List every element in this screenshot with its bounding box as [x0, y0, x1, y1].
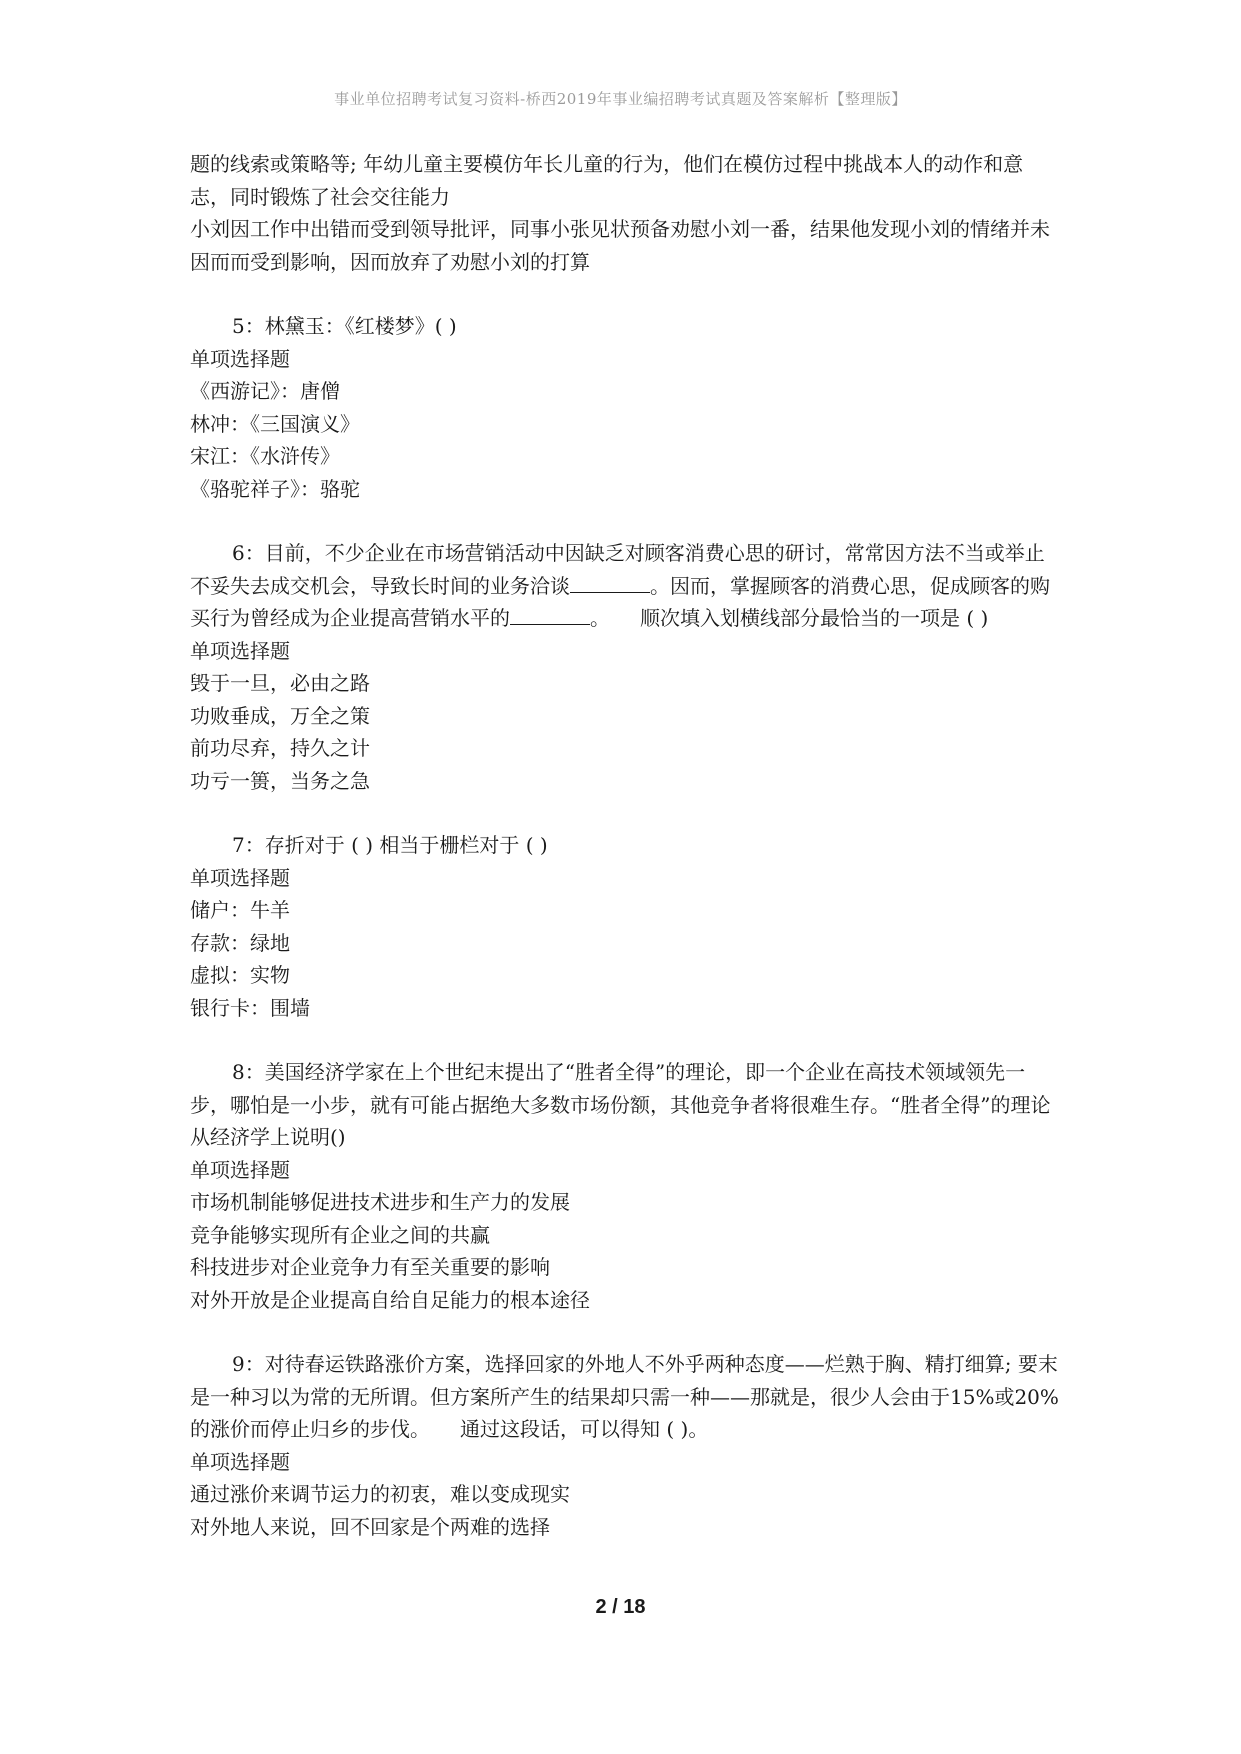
question-type: 单项选择题	[190, 638, 290, 663]
option-b: 竞争能够实现所有企业之间的共赢	[190, 1222, 490, 1247]
question-type: 单项选择题	[190, 865, 290, 890]
fill-blank-2	[510, 604, 590, 625]
document-body	[190, 148, 1060, 1575]
question-title-part-3: 。 顺次填入划横线部分最恰当的一项是 ( )	[590, 606, 989, 630]
option-b: 林冲：《三国演义》	[190, 411, 360, 436]
intro-block	[190, 148, 1060, 278]
question-title-part-2: 。因而，掌握顾客的消费心思，促成顾客的购买行为曾经成为企业提高营销水平的	[190, 573, 1050, 630]
page-header: 事业单位招聘考试复习资料-桥西2019年事业编招聘考试真题及答案解析【整理版】	[334, 90, 907, 108]
option-a: 毁于一旦，必由之路	[190, 671, 370, 695]
question-6	[190, 537, 1060, 797]
question-title: 8：美国经济学家在上个世纪末提出了“胜者全得”的理论，即一个企业在高技术领域领先一步，哪怕是一小步，就有可能占据绝大多数市场份额，其他竞争者将很难生存。“胜者全得”的理论从经济学上说明()	[190, 1060, 1051, 1149]
question-5	[190, 310, 1060, 505]
option-b: 对外地人来说，回不回家是个两难的选择	[190, 1514, 550, 1539]
option-c: 宋江：《水浒传》	[190, 444, 340, 468]
option-d: 功亏一篑，当务之急	[190, 768, 370, 793]
option-a: 市场机制能够促进技术进步和生产力的发展	[190, 1190, 570, 1214]
question-7	[190, 829, 1060, 1024]
intro-paragraph-2: 小刘因工作中出错而受到领导批评，同事小张见状预备劝慰小刘一番，结果他发现小刘的情绪并未因而而受到影响，因而放弃了劝慰小刘的打算	[190, 217, 1050, 274]
question-title	[190, 537, 1060, 635]
question-title: 7：存折对于 ( ) 相当于栅栏对于 ( )	[232, 833, 548, 857]
question-type: 单项选择题	[190, 1449, 290, 1474]
fill-blank-1	[570, 572, 650, 593]
question-title: 5：林黛玉：《红楼梦》( )	[232, 314, 457, 338]
question-title: 9：对待春运铁路涨价方案，选择回家的外地人不外乎两种态度——烂熟于胸、精打细算; 要末是一种习以为常的无所谓。但方案所产生的结果却只需一种——那就是，很少人会由于15%或20%的涨价而停止归乡的步伐。 通过这段话，可以得知 ( )。	[190, 1352, 1059, 1441]
question-type: 单项选择题	[190, 1157, 290, 1182]
option-a: 《西游记》：唐僧	[190, 379, 340, 403]
option-a: 通过涨价来调节运力的初衷，难以变成现实	[190, 1482, 570, 1506]
option-c: 前功尽弃，持久之计	[190, 736, 370, 760]
question-9	[190, 1348, 1060, 1543]
page-number: 2 / 18	[595, 1596, 646, 1618]
option-d: 《骆驼祥子》：骆驼	[190, 476, 360, 501]
option-d: 银行卡：围墙	[190, 995, 310, 1020]
intro-paragraph-1: 题的线索或策略等; 年幼儿童主要模仿年长儿童的行为，他们在模仿过程中挑战本人的动作和意志，同时锻炼了社会交往能力	[190, 152, 1024, 209]
option-b: 存款：绿地	[190, 930, 290, 955]
option-a: 储户：牛羊	[190, 898, 290, 922]
option-d: 对外开放是企业提高自给自足能力的根本途径	[190, 1287, 590, 1312]
question-type: 单项选择题	[190, 346, 290, 371]
question-8	[190, 1056, 1060, 1316]
option-c: 虚拟：实物	[190, 963, 290, 987]
option-b: 功败垂成，万全之策	[190, 703, 370, 728]
option-c: 科技进步对企业竞争力有至关重要的影响	[190, 1255, 550, 1279]
question-title-part-1: 6：目前，不少企业在市场营销活动中因缺乏对顾客消费心思的研讨，常常因方法不当或举止不妥失去成交机会，导致长时间的业务洽谈	[190, 541, 1045, 598]
